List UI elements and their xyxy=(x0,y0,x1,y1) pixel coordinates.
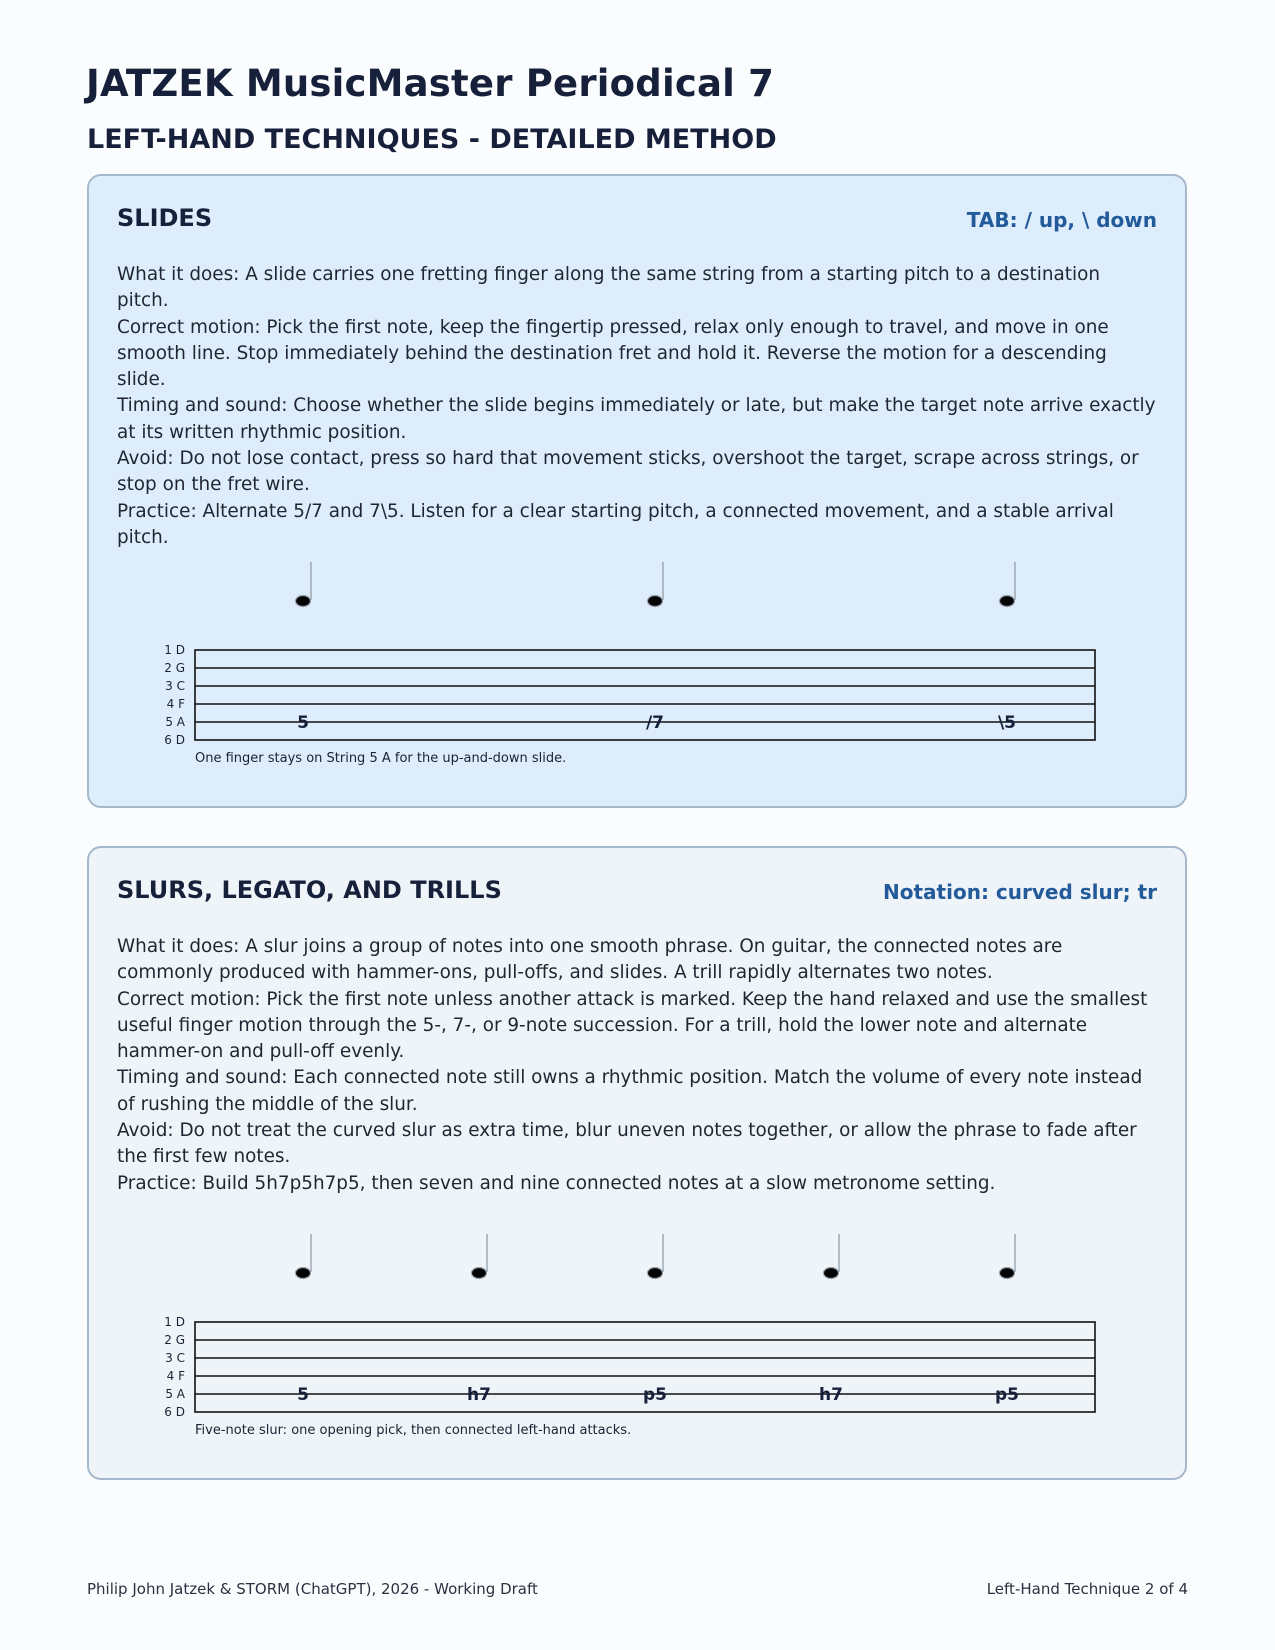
paragraph-avoid: Avoid: Do not treat the curved slur as extra time, blur uneven notes together, or allow the phrase to fade after the first few notes. xyxy=(117,1120,1137,1168)
paragraph-practice: Practice: Build 5h7p5h7p5, then seven and nine connected notes at a slow metronome setting. xyxy=(117,1172,996,1194)
paragraph-practice: Practice: Alternate 5/7 and 7\5. Listen for a clear starting pitch, a connected movement, and a stable arrival pitch. xyxy=(117,500,1114,548)
paragraph-timing: Timing and sound: Each connected note still owns a rhythmic position. Match the volume of every note instead of rushing the middle of the slur. xyxy=(117,1067,1143,1115)
note-head xyxy=(1000,1268,1015,1279)
tab-fret-number: h7 xyxy=(819,1385,843,1405)
slides-panel xyxy=(87,174,1187,808)
string-label: 5 A xyxy=(165,715,185,729)
slurs-panel xyxy=(87,846,1187,1480)
tab-fret-number: p5 xyxy=(995,1385,1019,1405)
string-label: 6 D xyxy=(164,1405,185,1419)
note-head xyxy=(296,1268,311,1279)
tab-diagram xyxy=(89,562,1185,782)
string-label: 1 D xyxy=(164,643,185,657)
tab-fret-number: h7 xyxy=(467,1385,491,1405)
tab-fret-number: 5 xyxy=(297,1385,309,1405)
panel-title: SLIDES xyxy=(117,204,213,232)
string-label: 3 C xyxy=(165,679,185,693)
tab-diagram xyxy=(89,1234,1185,1454)
string-label: 3 C xyxy=(165,1351,185,1365)
tab-caption: Five-note slur: one opening pick, then connected left-hand attacks. xyxy=(195,1423,632,1438)
tab-fret-number: \5 xyxy=(997,713,1017,733)
string-label: 2 G xyxy=(164,661,185,675)
panel-body xyxy=(117,262,1157,551)
paragraph-correct-motion: Correct motion: Pick the first note unless another attack is marked. Keep the hand relaxed and use the smallest useful finger motion through the 5-, 7-, or 9-note succession. For a trill, hold the lower note and alternate hammer-on and pull-off evenly. xyxy=(117,988,1148,1063)
panel-header xyxy=(117,876,1157,912)
note-head xyxy=(472,1268,487,1279)
tab-fret-number: 5 xyxy=(297,713,309,733)
page-subtitle: LEFT-HAND TECHNIQUES - DETAILED METHOD xyxy=(87,124,777,155)
tab-fret-number: /7 xyxy=(645,713,665,733)
paragraph-avoid: Avoid: Do not lose contact, press so hard that movement sticks, overshoot the target, scrape across strings, or stop on the fret wire. xyxy=(117,448,1139,496)
string-label: 2 G xyxy=(164,1333,185,1347)
string-label: 5 A xyxy=(165,1387,185,1401)
notation-tag: TAB: / up, \ down xyxy=(966,208,1157,232)
string-label: 4 F xyxy=(166,1369,185,1383)
note-head xyxy=(824,1268,839,1279)
string-label: 6 D xyxy=(164,733,185,747)
paragraph-correct-motion: Correct motion: Pick the first note, keep the fingertip pressed, relax only enough to travel, and move in one smooth line. Stop immediately behind the destination fret and hold it. Reverse the motion for a descending slide. xyxy=(117,316,1109,391)
tab-caption: One finger stays on String 5 A for the up-and-down slide. xyxy=(195,751,567,766)
note-head xyxy=(648,1268,663,1279)
panel-body xyxy=(117,934,1157,1197)
note-head xyxy=(648,596,663,607)
string-label: 1 D xyxy=(164,1315,185,1329)
notation-tag: Notation: curved slur; tr xyxy=(883,880,1157,904)
paragraph-what-it-does: What it does: A slur joins a group of notes into one smooth phrase. On guitar, the connected notes are commonly produced with hammer-ons, pull-offs, and slides. A trill rapidly alternates two notes. xyxy=(117,936,1063,984)
footer-page-label: Left-Hand Technique 2 of 4 xyxy=(986,1580,1188,1598)
note-head xyxy=(296,596,311,607)
page-title: JATZEK MusicMaster Periodical 7 xyxy=(86,62,775,105)
note-head xyxy=(1000,596,1015,607)
footer-credit: Philip John Jatzek & STORM (ChatGPT), 2026 - Working Draft xyxy=(87,1580,538,1598)
panel-title: SLURS, LEGATO, AND TRILLS xyxy=(117,876,502,904)
paragraph-what-it-does: What it does: A slide carries one fretting finger along the same string from a starting pitch to a destination pitch. xyxy=(117,264,1100,312)
panel-header xyxy=(117,204,1157,240)
tab-fret-number: p5 xyxy=(643,1385,667,1405)
paragraph-timing: Timing and sound: Choose whether the slide begins immediately or late, but make the target note arrive exactly at its written rhythmic position. xyxy=(117,395,1156,443)
string-label: 4 F xyxy=(166,697,185,711)
